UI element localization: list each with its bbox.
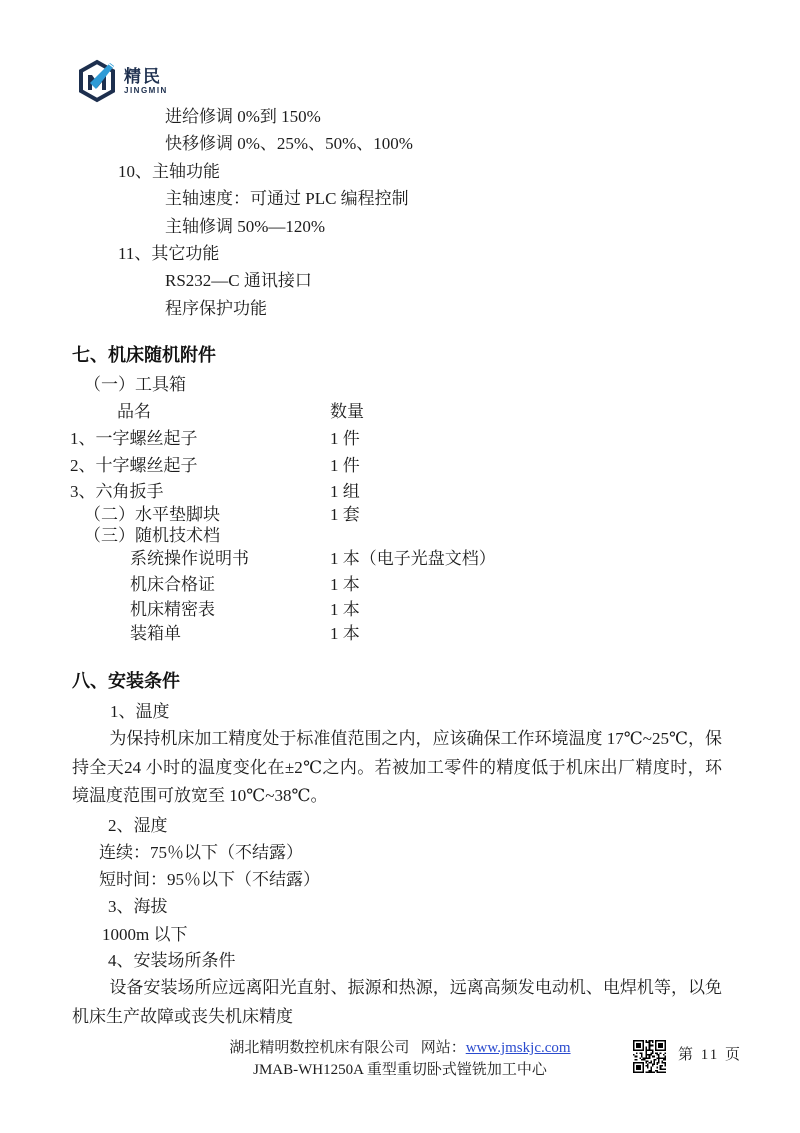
item-qty: 1 套 [330,505,360,524]
item-qty: 1 本 [330,600,360,619]
item-name: 2、十字螺丝起子 [70,456,198,475]
footer-website-label: 网站： [420,1040,466,1056]
logo-brand-cn: 精民 [124,67,162,86]
humidity-heading: 2、湿度 [108,816,168,835]
table-row [0,477,620,499]
spec-line: 快移修调 0%、25%、50%、100% [165,134,413,154]
humidity-continuous-line: 连续：75％以下（不结露） [99,843,303,862]
item-qty: 1 本 [330,575,360,594]
site-conditions-heading: 4、安装场所条件 [108,951,236,970]
item-name: （二）水平垫脚块 [84,505,220,524]
item-name: 装箱单 [130,624,181,643]
item-name: 系统操作说明书 [130,549,249,568]
section8-title: 八、安装条件 [72,671,180,691]
section7-subtitle: （一）工具箱 [84,375,186,394]
spec-line: 主轴速度：可通过 PLC 编程控制 [165,189,409,209]
table-row [0,521,620,543]
footer-company: 湖北精明数控机床有限公司 [229,1040,410,1056]
spec-line: 主轴修调 50%—120% [165,216,326,236]
name-column-header: 品名 [117,402,151,421]
spec-line: 10、主轴功能 [118,161,220,181]
spec-line: RS232—C 通讯接口 [165,271,312,291]
site-conditions-paragraph: 设备安装场所应远离阳光直射、振源和热源，远离高频发电动机、电焊机等，以免机床生产故障或丧失机床精度 [72,978,722,1026]
company-logo [76,58,168,106]
table-row [0,570,620,592]
item-name: 机床合格证 [130,575,215,594]
logo-text [124,68,168,96]
temperature-heading: 1、温度 [110,702,170,721]
item-qty: 1 本（电子光盘文档） [330,549,496,568]
page-number: 第 11 页 [678,1047,742,1063]
altitude-heading: 3、海拔 [108,897,168,916]
altitude-value-line: 1000m 以下 [102,925,188,944]
item-qty: 1 本 [330,624,360,643]
spec-line: 进给修调 0%到 150% [165,107,321,126]
table-row [0,451,620,473]
table-row [0,595,620,617]
item-qty: 1 组 [330,482,360,501]
footer-website-link[interactable]: www.jmskjc.com [465,1040,571,1056]
humidity-shortterm-line: 短时间：95％以下（不结露） [99,870,320,889]
item-name: （三）随机技术档 [84,526,220,545]
logo-brand-en: JINGMIN [124,86,168,95]
item-name: 3、六角扳手 [70,482,164,501]
spec-line: 程序保护功能 [165,298,267,318]
item-name: 1、一字螺丝起子 [70,429,198,448]
table-row [0,424,620,446]
table-header-row [0,397,620,419]
section7-title: 七、机床随机附件 [72,345,216,365]
footer-product-line: JMAB-WH1250A 重型重切卧式镗铣加工中心 [253,1061,547,1078]
temperature-paragraph: 为保持机床加工精度处于标准值范围之内，应该确保工作环境温度 17℃~25℃，保持全天24 小时的温度变化在±2℃之内。若被加工零件的精度低于机床出厂精度时，环境温度范围可放宽至 10℃~38℃。 [72,729,722,806]
table-row [0,544,620,566]
table-row [0,619,620,641]
item-qty: 1 件 [330,429,360,448]
spec-list [72,103,413,322]
logo-hexagon-icon [76,58,120,106]
qty-column-header: 数量 [330,402,364,421]
spec-line: 11、其它功能 [118,244,220,264]
qr-code [633,1040,666,1073]
table-row [0,500,620,522]
item-qty: 1 件 [330,456,360,475]
item-name: 机床精密表 [130,600,215,619]
